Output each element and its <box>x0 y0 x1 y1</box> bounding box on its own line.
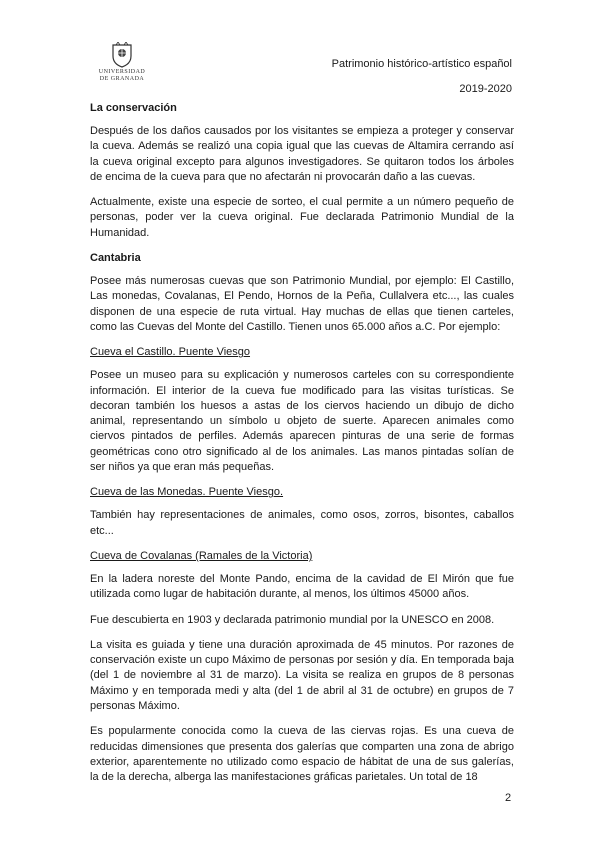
logo-text-line1: UNIVERSIDAD <box>98 69 146 75</box>
course-title: Patrimonio histórico-artístico español <box>331 58 512 70</box>
university-crest-icon <box>110 42 134 68</box>
academic-year: 2019-2020 <box>459 83 512 95</box>
heading-cantabria: Cantabria <box>90 252 141 265</box>
paragraph: En la ladera noreste del Monte Pando, encima de la cavidad de El Mirón que fue utilizada como lugar de habitación durante, al menos, los últimos 45000 años. <box>90 572 514 601</box>
paragraph: La visita es guiada y tiene una duración aproximada de 45 minutos. Por razones de conservación existe un cupo Máximo de personas por sesión y día. En temporada baja (del 1 de noviembre al 31 de marzo). La visita se realiza en grupos de 8 personas Máximo y en temporada medi y alta (del 1 de abril al 31 de octubre) en grupos de 7 personas Máximo. <box>90 638 514 713</box>
paragraph: Es popularmente conocida como la cueva de las ciervas rojas. Es una cueva de reducidas dimensiones que presenta dos galerías que comparten una zona de abrigo exterior, aparentemente no utilizado como espacio de hábitat de una de sus galerías, la de la derecha, alberga las manifestaciones gráficas parietales. Un total de 18 <box>90 725 514 784</box>
document-body <box>90 101 514 796</box>
heading-conservacion: La conservación <box>90 102 177 114</box>
logo-text-line2: DE GRANADA <box>99 75 145 82</box>
paragraph: Posee un museo para su explicación y numerosos carteles con su correspondiente información. El interior de la cueva fue modificado para las visitas turísticas. Se decoran también los huesos a astas de los ciervos haciendo un dibujo de dicho animal, representando un símbolo u objeto de suerte. Aparecen animales como ciervos pintados de perfiles. Además aparecen pinturas de una serie de formas geométricas cono otro significado al de los animales. Las manos pintadas solían de ser niños ya que eran más pequeñas. <box>90 369 514 474</box>
paragraph: Actualmente, existe una especie de sorteo, el cual permite a un número pequeño de personas, poder ver la cueva original. Fue declarada Patrimonio Mundial de la Humanidad. <box>90 196 514 239</box>
page-number: 2 <box>505 792 512 804</box>
paragraph: Fue descubierta en 1903 y declarada patrimonio mundial por la UNESCO en 2008. <box>90 613 495 626</box>
paragraph: Posee más numerosas cuevas que son Patrimonio Mundial, por ejemplo: El Castillo, Las monedas, Covalanas, El Pendo, Hornos de la Peña, Cullalvera etc..., las cuales disponen de una especie de ruta virtual. Hay muchas de ellas que tienen carteles, como las Cuevas del Monte del Castillo. Tienen unos 65.000 años a.C. Por ejemplo: <box>90 275 514 333</box>
university-logo <box>98 42 146 88</box>
paragraph: Después de los daños causados por los visitantes se empieza a proteger y conservar la cueva. Además se realizó una copia igual que las cuevas de Altamira cerrando así la cueva original excepto para algunos investigadores. Se quitaron todos los árboles de encima de la cueva para que no afectarán ni provocarán daño a las cuevas. <box>90 125 514 183</box>
paragraph: También hay representaciones de animales, como osos, zorros, bisontes, caballos etc... <box>90 509 514 537</box>
subheading-covalanas: Cueva de Covalanas (Ramales de la Victoria) <box>90 549 313 562</box>
subheading-monedas: Cueva de las Monedas. Puente Viesgo. <box>90 486 284 499</box>
subheading-castillo: Cueva el Castillo. Puente Viesgo <box>90 346 251 359</box>
